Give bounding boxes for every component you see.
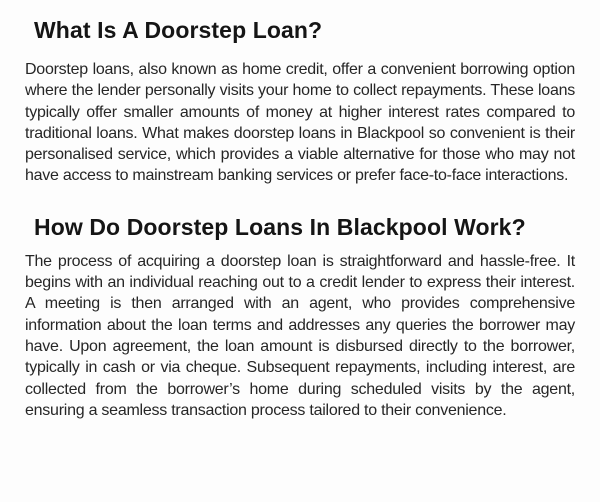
section-how-do-doorstep-loans-work <box>25 211 575 421</box>
section-heading-what-is-a-doorstep-loan: What Is A Doorstep Loan? <box>34 17 323 43</box>
section-heading-how-do-doorstep-loans-work: How Do Doorstep Loans In Blackpool Work? <box>34 213 526 240</box>
section-paragraph-what-is-a-doorstep-loan: Doorstep loans, also known as home credit, offer a convenient borrowing option where the lender personally visits your home to collect repayments. These loans typically offer smaller amounts of money at higher interest rates compared to traditional loans. What makes doorstep loans in Blackpool so convenient is their personalised service, which provides a viable alternative for those who may not have access to mainstream banking services or prefer face-to-face interactions. <box>25 61 575 185</box>
section-what-is-a-doorstep-loan <box>25 14 575 187</box>
section-paragraph-how-do-doorstep-loans-work: The process of acquiring a doorstep loan is straightforward and hassle-free. It begins with an individual reaching out to a credit lender to express their interest. A meeting is then arranged with an agent, who provides comprehensive information about the loan terms and addresses any queries the borrower may have. Upon agreement, the loan amount is disbursed directly to the borrower, typically in cash or via cheque. Subsequent repayments, including interest, are collected from the borrower’s home during scheduled visits by the agent, ensuring a seamless transaction process tailored to their convenience. <box>25 252 575 419</box>
